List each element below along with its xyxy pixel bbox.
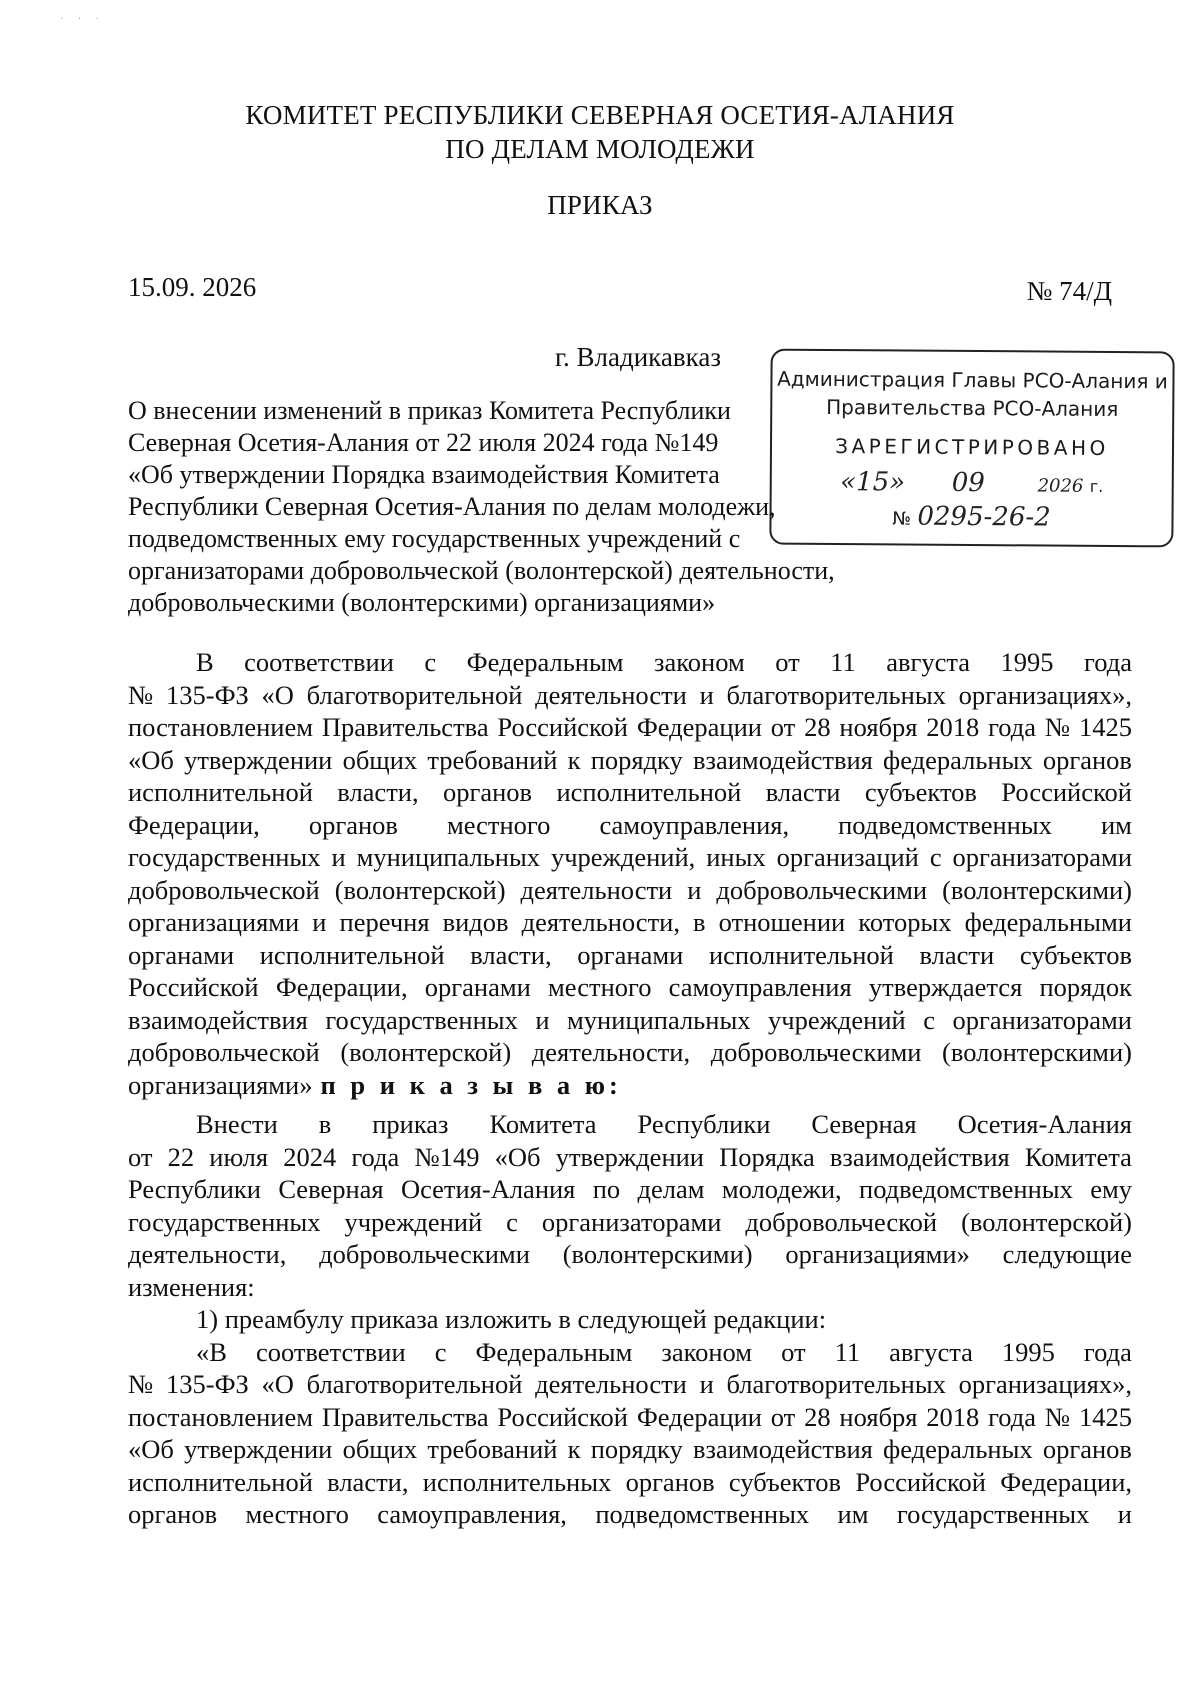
word: года — [1084, 647, 1132, 677]
word: Российской — [497, 712, 628, 742]
word: власти, — [470, 939, 552, 970]
word: исполнительной — [128, 777, 313, 807]
word: июля — [209, 1141, 269, 1172]
word: добровольческой — [745, 1206, 938, 1237]
word: и — [687, 874, 702, 905]
word: 1425 — [1078, 1401, 1132, 1432]
subject-line: добровольческими (волонтерскими) организациями» — [128, 588, 716, 617]
word: утверждается — [868, 972, 1023, 1002]
word: (волонтерскими) — [942, 874, 1132, 905]
word: ноября — [839, 1401, 918, 1432]
stamp-date-year: 2026 — [1037, 475, 1084, 497]
word: органов — [1042, 744, 1132, 775]
word: к — [567, 744, 581, 775]
word: года — [988, 1401, 1037, 1432]
quote-line — [128, 1401, 1132, 1434]
word: соответствии — [255, 1336, 406, 1367]
word: деятельности, — [521, 907, 680, 937]
word: от — [770, 1401, 796, 1432]
word: деятельности — [535, 1369, 687, 1399]
word: В — [196, 647, 214, 677]
text-line — [128, 646, 1132, 679]
word: самоуправления — [668, 972, 852, 1002]
word: августа — [889, 1336, 973, 1367]
word: 28 — [804, 712, 831, 742]
org-name-line-2: ПО ДЕЛАМ МОЛОДЕЖИ — [445, 134, 755, 164]
word: органов — [128, 1499, 218, 1529]
word: с — [424, 647, 437, 677]
stamp-number-value: 0295-26-2 — [917, 501, 1051, 533]
word: 22 — [167, 1141, 195, 1172]
word: утверждении — [184, 1434, 333, 1464]
word: в — [318, 1109, 332, 1139]
word: делам — [637, 1174, 705, 1204]
word: органами — [577, 939, 684, 970]
preamble-paragraph — [128, 646, 1132, 1101]
stamp-number-label: № — [892, 508, 912, 530]
word: 11 — [830, 647, 856, 677]
text-line — [128, 841, 1132, 874]
word: Правительства — [321, 1401, 489, 1432]
word: государственных — [128, 1206, 321, 1237]
word: требований — [427, 744, 558, 775]
word: с — [923, 1004, 935, 1035]
word: организаторами — [952, 1004, 1132, 1035]
word: взаимодействия — [693, 1434, 873, 1464]
word: утверждении — [184, 744, 333, 775]
word: 1425 — [1078, 712, 1132, 742]
word: № — [1044, 1401, 1071, 1432]
text-line — [128, 679, 1132, 712]
word: ему — [1090, 1174, 1132, 1204]
word: от — [775, 647, 800, 677]
word: Комитета — [1024, 1141, 1132, 1172]
word: (волонтерской) — [334, 874, 506, 905]
order-directive: п р и к а з ы в а ю: — [320, 1069, 622, 1100]
word: «Об — [128, 744, 174, 775]
word: законом — [661, 1336, 753, 1367]
word: местного — [245, 1499, 349, 1529]
word: соответствии — [244, 647, 394, 677]
word: деятельности — [535, 679, 687, 710]
list-item-1 — [128, 1303, 1132, 1336]
word: местного — [446, 809, 551, 840]
stamp-date-row — [772, 467, 1172, 500]
text-line — [128, 939, 1132, 972]
word: (волонтерскими) — [562, 1239, 753, 1269]
word: Федеральным — [475, 1336, 633, 1367]
word: организациями» — [785, 1239, 970, 1269]
word: Внести — [196, 1109, 278, 1139]
word: порядок — [1039, 972, 1132, 1002]
text-line — [128, 711, 1132, 744]
stamp-date-suffix: г. — [1089, 476, 1104, 496]
word: видов — [442, 907, 509, 937]
word: следующие — [1002, 1239, 1132, 1269]
word: 2018 — [926, 712, 980, 742]
word: «В — [196, 1336, 227, 1367]
word: им — [837, 1499, 869, 1529]
quote-line — [128, 1336, 1132, 1369]
word: федеральных — [883, 744, 1033, 775]
text-line — [128, 1173, 1132, 1206]
text-line — [128, 744, 1132, 777]
word: постановлением — [128, 712, 313, 742]
word: с — [434, 1336, 447, 1367]
quote-line — [128, 1466, 1132, 1499]
word: местного — [548, 972, 652, 1002]
body-last-words: изменения: — [128, 1271, 255, 1302]
word: Республики — [128, 1174, 261, 1204]
word: требований — [427, 1434, 558, 1464]
word: иных — [706, 842, 766, 872]
word: исполнительной — [128, 1466, 313, 1497]
word: от — [770, 712, 796, 742]
word: 2018 — [926, 1401, 980, 1432]
word: порядку — [590, 1434, 683, 1464]
word: органов — [442, 777, 533, 807]
word: от — [781, 1336, 806, 1367]
order-city: г. Владикавказ — [555, 342, 721, 372]
word: и — [535, 1004, 550, 1035]
word: 2024 — [283, 1141, 337, 1172]
word: Северная — [278, 1174, 384, 1204]
word: благотворительной — [306, 1369, 523, 1399]
word: Осетия-Алания — [400, 1174, 576, 1204]
list-item-1-text: 1) преамбулу приказа изложить в следующей редакции: — [196, 1304, 827, 1334]
word: учреждений — [344, 1206, 483, 1237]
document-type-title: ПРИКАЗ — [547, 190, 653, 220]
word: благотворительных — [726, 1369, 946, 1399]
word: молодежи, — [721, 1174, 842, 1204]
quote-line — [128, 1498, 1132, 1531]
stamp-registered-label: ЗАРЕГИСТРИРОВАНО — [835, 434, 1109, 460]
text-line — [128, 1004, 1132, 1037]
text-line — [128, 1141, 1132, 1174]
stamp-authority-line-1: Администрация Главы РСО-Алания и — [777, 366, 1168, 394]
quote-line — [128, 1368, 1132, 1401]
word: и — [331, 842, 346, 872]
word: 11 — [834, 1336, 861, 1367]
word: муниципальных — [356, 842, 541, 872]
word: взаимодействия — [829, 1141, 1010, 1172]
word: взаимодействия — [693, 744, 873, 775]
word: постановлением — [128, 1401, 313, 1432]
word: общих — [342, 744, 418, 775]
word: власти, — [327, 1466, 409, 1497]
word: организаторами — [952, 842, 1132, 872]
scan-margin-mark: · · · — [60, 14, 105, 25]
word: исполнительной — [708, 939, 894, 970]
word: власти — [765, 777, 841, 807]
word: благотворительных — [726, 679, 946, 710]
word: 1995 — [1001, 1336, 1055, 1367]
word: Российской — [855, 1466, 986, 1497]
subject-line: организаторами добровольческой (волонтерской) деятельности, — [128, 556, 835, 585]
word: № — [1044, 712, 1071, 742]
word: Республики — [637, 1109, 771, 1139]
order-date: 15.09. 2026 — [128, 272, 257, 302]
word: подведомственных — [859, 1174, 1073, 1204]
word: органов — [625, 1466, 715, 1497]
word: им — [1100, 809, 1132, 840]
stamp-date-month: 09 — [951, 467, 986, 499]
word: года — [351, 1141, 400, 1172]
word: 28 — [804, 1401, 831, 1432]
word: органов — [1042, 1434, 1132, 1464]
word: Российской — [1001, 777, 1132, 807]
subject-line: «Об утверждении Порядка взаимодействия Комитета — [128, 460, 720, 489]
word: субъектов — [728, 1466, 842, 1497]
word: порядку — [590, 744, 683, 775]
word: деятельности, — [531, 1037, 691, 1067]
word: добровольческими — [710, 1037, 922, 1067]
text-line — [128, 1206, 1132, 1239]
word: организациях», — [958, 1369, 1132, 1399]
word: исполнительной — [556, 777, 742, 807]
word: утверждении — [555, 1141, 704, 1172]
word: государственных — [128, 842, 321, 872]
text-line-last — [128, 1069, 1132, 1102]
text-line — [128, 1108, 1132, 1141]
word: «Об — [494, 1141, 541, 1172]
word: с — [929, 842, 942, 872]
word: года — [1083, 1336, 1132, 1367]
word: Осетия-Алания — [957, 1109, 1132, 1139]
word: «Об — [128, 1434, 174, 1464]
word: органов — [308, 809, 398, 840]
word: организациями — [128, 907, 300, 937]
word: (волонтерскими) — [942, 1037, 1132, 1067]
word: Российской — [128, 972, 259, 1002]
word: ноября — [839, 712, 918, 742]
word: 135-ФЗ — [166, 679, 249, 710]
preamble-last-words: организациями» — [128, 1069, 313, 1100]
word: Федерации, — [128, 809, 260, 840]
word: добровольческими — [319, 1239, 530, 1269]
word: исполнительных — [422, 1466, 612, 1497]
word: добровольческими — [716, 874, 928, 905]
word: федеральными — [964, 907, 1132, 937]
word: и — [1117, 1499, 1132, 1529]
text-line — [128, 874, 1132, 907]
word: самоуправления, — [377, 1499, 567, 1529]
body-paragraph — [128, 1108, 1132, 1531]
word: с — [506, 1206, 518, 1237]
word: организациях», — [958, 679, 1132, 710]
word: государственных — [896, 1499, 1090, 1529]
word: самоуправления, — [599, 809, 790, 840]
word: Федерации — [636, 1401, 762, 1432]
text-line — [128, 776, 1132, 809]
text-line — [128, 1238, 1132, 1271]
word: «О — [261, 679, 294, 710]
word: к — [567, 1434, 581, 1464]
word: Правительства — [321, 712, 489, 742]
word: организаций — [776, 842, 919, 872]
word: в — [693, 907, 706, 937]
text-line — [128, 971, 1132, 1004]
text-line — [128, 906, 1132, 939]
word: подведомственных — [595, 1499, 810, 1529]
word: органами — [128, 939, 235, 970]
registration-stamp — [769, 349, 1174, 548]
word: Федеральным — [466, 647, 624, 677]
word: 1995 — [1000, 647, 1054, 677]
word: добровольческой — [128, 1037, 320, 1067]
stamp-date-day: «15» — [840, 467, 906, 498]
word: августа — [886, 647, 971, 677]
word: муниципальных — [567, 1004, 751, 1035]
word: Северная — [811, 1109, 917, 1139]
word: учреждений, — [550, 842, 696, 872]
word: учреждений — [768, 1004, 906, 1035]
word: года — [988, 712, 1037, 742]
word: по — [592, 1174, 621, 1204]
text-line — [128, 809, 1132, 842]
word: № — [128, 1369, 154, 1399]
word: федеральных — [883, 1434, 1033, 1464]
word: №149 — [414, 1141, 480, 1172]
word: органами — [424, 972, 531, 1002]
word: Федерации — [636, 712, 762, 742]
word: и — [699, 1369, 714, 1399]
word: Порядка — [719, 1141, 815, 1172]
order-subject — [128, 395, 835, 619]
quote-line — [128, 1433, 1132, 1466]
word: государственных — [325, 1004, 518, 1035]
word: исполнительной — [259, 939, 445, 970]
text-line — [128, 1036, 1132, 1069]
word: и — [312, 907, 327, 937]
text-line-last — [128, 1271, 1132, 1304]
word: добровольческой — [128, 874, 320, 905]
order-number: № 74/Д — [1026, 276, 1112, 306]
word: субъектов — [1019, 939, 1132, 970]
word: «О — [261, 1369, 294, 1399]
word: благотворительной — [306, 679, 523, 710]
stamp-number-row — [771, 501, 1171, 534]
subject-line: Северная Осетия-Алания от 22 июля 2024 года №149 — [128, 428, 719, 457]
word: приказ — [372, 1109, 449, 1139]
word: Российской — [497, 1401, 628, 1432]
word: деятельности — [520, 874, 673, 905]
word: общих — [342, 1434, 418, 1464]
word: (волонтерской) — [961, 1206, 1132, 1237]
word: законом — [654, 647, 745, 677]
subject-line: Республики Северная Осетия-Алания по делам молодежи, — [128, 492, 776, 521]
word: которых — [858, 907, 952, 937]
word: Федерации, — [1000, 1466, 1132, 1497]
stamp-authority-line-2: Правительства РСО-Алания — [826, 394, 1119, 422]
word: субъектов — [864, 777, 977, 807]
org-name-line-1: КОМИТЕТ РЕСПУБЛИКИ СЕВЕРНАЯ ОСЕТИЯ-АЛАНИЯ — [245, 100, 955, 130]
word: Федерации, — [275, 972, 408, 1002]
word: Комитета — [489, 1109, 597, 1139]
word: отношении — [718, 907, 846, 937]
word: власти, — [337, 777, 419, 807]
word: власти — [919, 939, 995, 970]
word: деятельности, — [128, 1239, 287, 1269]
word: перечня — [339, 907, 430, 937]
word: (волонтерской) — [340, 1037, 512, 1067]
word: от — [128, 1141, 153, 1172]
word: № — [128, 679, 154, 710]
word: взаимодействия — [128, 1004, 308, 1035]
word: 135-ФЗ — [166, 1369, 249, 1399]
subject-line: подведомственных ему государственных учреждений с — [128, 524, 741, 553]
word: подведомственных — [838, 809, 1052, 840]
subject-line: О внесении изменений в приказ Комитета Республики — [128, 396, 731, 425]
word: организаторами — [541, 1206, 722, 1237]
word: и — [699, 679, 714, 710]
